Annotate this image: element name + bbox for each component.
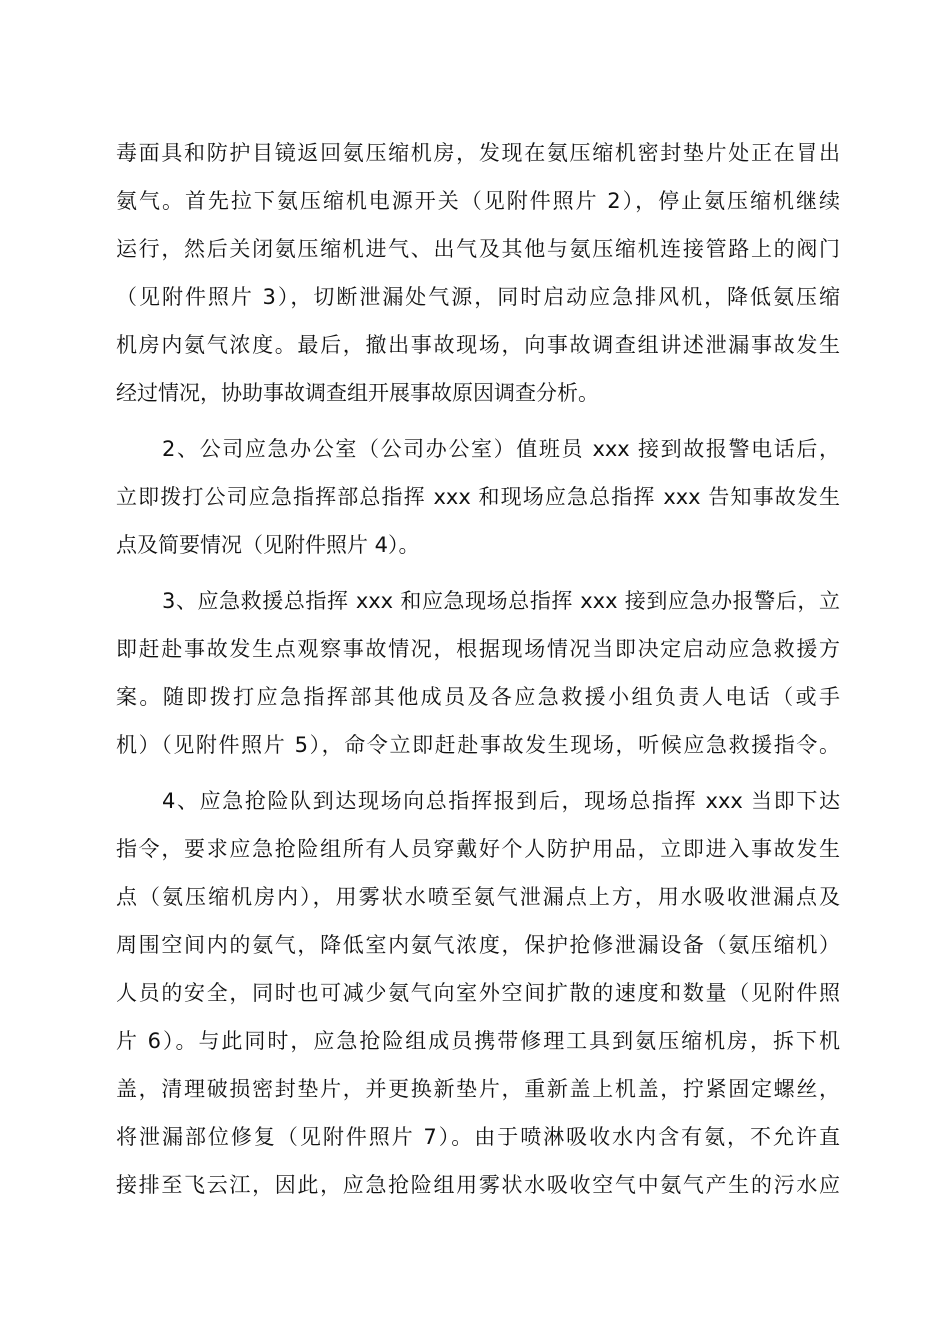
text-line: 即赶赴事故发生点观察事故情况，根据现场情况当即决定启动应急救援方 — [116, 637, 840, 661]
text-line: 片 6）。与此同时，应急抢险组成员携带修理工具到氨压缩机房，拆下机 — [116, 1029, 840, 1053]
paragraph-first-line: 3、应急救援总指挥 xxx 和应急现场总指挥 xxx 接到应急办报警后，立 — [162, 589, 840, 613]
text-line: 人员的安全，同时也可减少氨气向室外空间扩散的速度和数量（见附件照 — [116, 981, 840, 1005]
text-line: 机房内氨气浓度。最后，撤出事故现场，向事故调查组讲述泄漏事故发生 — [116, 333, 840, 357]
text-line: 点及简要情况（见附件照片 4）。 — [116, 533, 420, 557]
text-line: 案。随即拨打应急指挥部其他成员及各应急救援小组负责人电话（或手 — [116, 685, 840, 709]
text-line: 立即拨打公司应急指挥部总指挥 xxx 和现场应急总指挥 xxx 告知事故发生 — [116, 485, 840, 509]
text-line: 指令，要求应急抢险组所有人员穿戴好个人防护用品，立即进入事故发生 — [116, 837, 840, 861]
text-line: 将泄漏部位修复（见附件照片 7）。由于喷淋吸收水内含有氨，不允许直 — [116, 1125, 840, 1149]
text-line: 运行，然后关闭氨压缩机进气、出气及其他与氨压缩机连接管路上的阀门 — [116, 237, 840, 261]
text-line: 周围空间内的氨气，降低室内氨气浓度，保护抢修泄漏设备（氨压缩机） — [116, 933, 840, 957]
text-line: 经过情况，协助事故调查组开展事故原因调查分析。 — [116, 381, 599, 405]
text-line: （见附件照片 3），切断泄漏处气源，同时启动应急排风机，降低氨压缩 — [116, 285, 840, 309]
text-line: 盖，清理破损密封垫片，并更换新垫片，重新盖上机盖，拧紧固定螺丝， — [116, 1077, 840, 1101]
paragraph-first-line: 2、公司应急办公室（公司办公室）值班员 xxx 接到故报警电话后， — [162, 437, 840, 461]
text-line: 毒面具和防护目镜返回氨压缩机房，发现在氨压缩机密封垫片处正在冒出 — [116, 141, 840, 165]
text-line: 氨气。首先拉下氨压缩机电源开关（见附件照片 2），停止氨压缩机继续 — [116, 189, 840, 213]
text-line: 接排至飞云江，因此，应急抢险组用雾状水吸收空气中氨气产生的污水应 — [116, 1173, 840, 1197]
text-line: 机）（见附件照片 5），命令立即赶赴事故发生现场，听候应急救援指令。 — [116, 733, 840, 757]
text-line: 点（氨压缩机房内），用雾状水喷至氨气泄漏点上方，用水吸收泄漏点及 — [116, 885, 840, 909]
paragraph-first-line: 4、应急抢险队到达现场向总指挥报到后，现场总指挥 xxx 当即下达 — [162, 789, 840, 813]
